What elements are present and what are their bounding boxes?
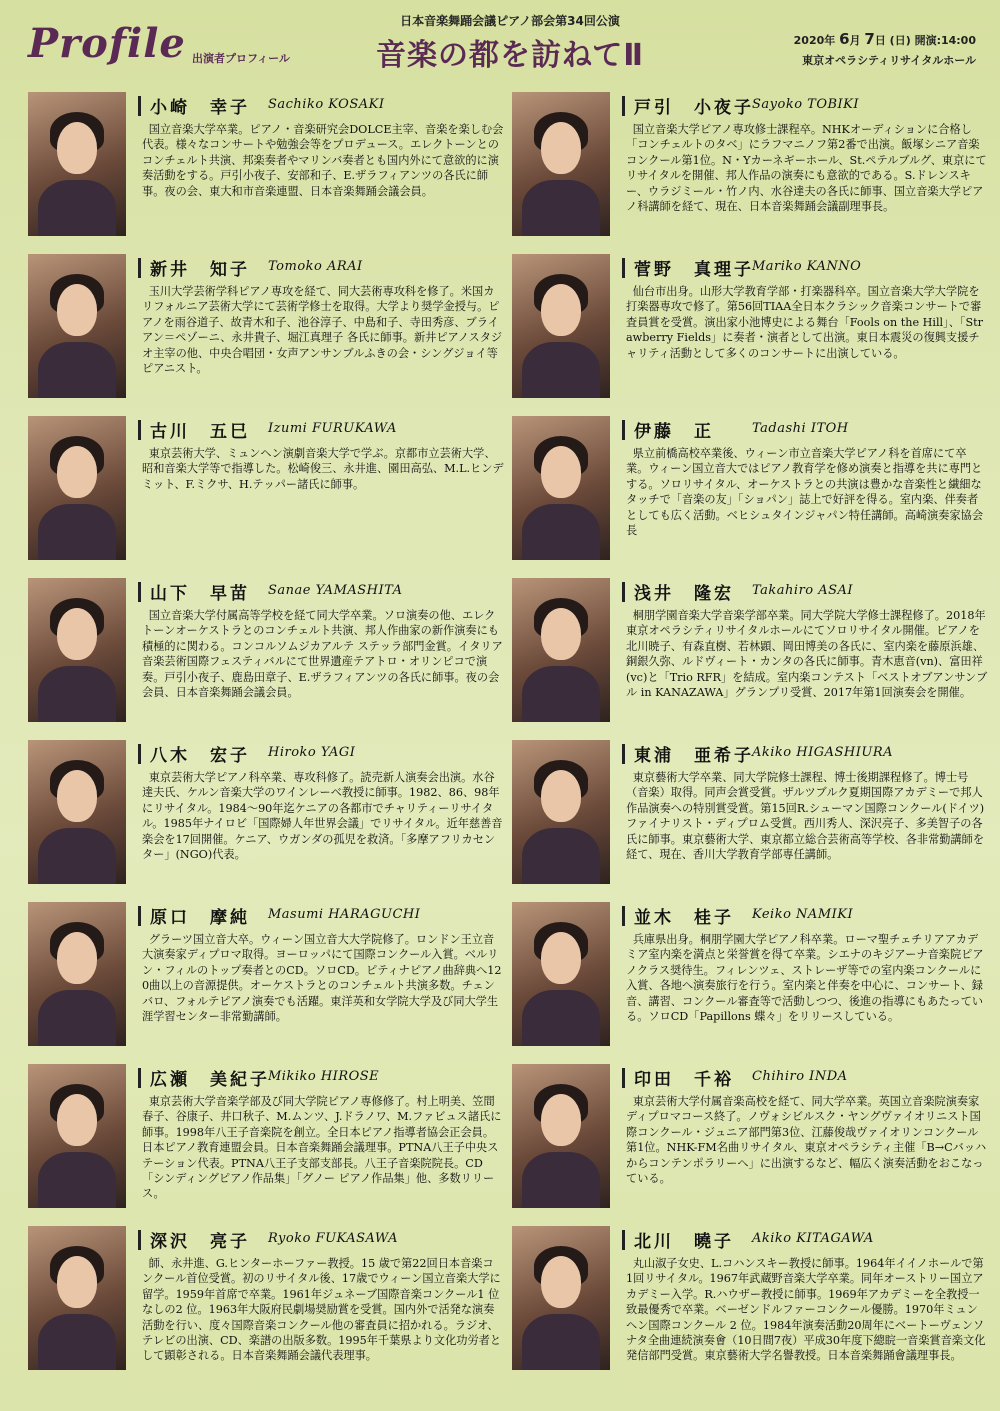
performer-roman-name: Takahiro ASAI (752, 583, 854, 598)
performer-roman-name: Ryoko FUKASAWA (268, 1231, 398, 1246)
profile-card (28, 900, 508, 1062)
performer-roman-name: Sayoko TOBIKI (752, 97, 860, 112)
name-divider (138, 258, 141, 278)
profile-card (28, 1062, 508, 1224)
concert-date: 2020年 6月 7日 (日) 開演:14:00 (793, 30, 976, 48)
portrait-photo (28, 254, 126, 398)
performer-roman-name: Izumi FURUKAWA (268, 421, 397, 436)
concert-title: 音楽の都を訪ねてⅡ (375, 38, 644, 73)
profile-card (28, 90, 508, 252)
right-column (512, 90, 992, 1386)
profile-card (28, 1224, 508, 1386)
performer-roman-name: Hiroko YAGI (268, 745, 356, 760)
date-day: 7 (864, 30, 875, 48)
portrait-photo (28, 902, 126, 1046)
performer-name: 深沢 亮子 (150, 1232, 250, 1252)
profile-card (28, 576, 508, 738)
name-divider (138, 906, 141, 926)
performer-name: 新井 知子 (150, 260, 250, 280)
performer-roman-name: Mariko KANNO (752, 259, 862, 274)
left-column (28, 90, 508, 1386)
performer-bio: 仙台市出身。山形大学教育学部・打楽器科卒。国立音楽大学大学院を打楽器専攻で修了。第56回TIAA全日本クラシック音楽コンサートで審査員賞を受賞。演出家小池博史による舞台「Fools on the Hill」、「Strawberry Fields」に奏者・演者として出演。東日本震災の復興支援チャリティ活動として多くのコンサートに出演している。 (626, 285, 983, 360)
name-divider (622, 582, 625, 602)
profile-card (512, 252, 992, 414)
name-divider (138, 582, 141, 602)
profile-card (28, 252, 508, 414)
performer-name: 山下 早苗 (150, 584, 250, 604)
portrait-photo (28, 1064, 126, 1208)
profile-card (512, 576, 992, 738)
name-divider (622, 1230, 625, 1250)
profile-card (512, 414, 992, 576)
performer-bio: 東京藝術大学卒業、同大学院修士課程、博士後期課程修了。博士号（音楽）取得。同声会賞受賞。ザルツブルク夏期国際アカデミーで邦人作品演奏への特別賞受賞。第15回R.シューマン国際コンクール(ドイツ)ファイナリスト・ディプロム受賞。西川秀人、深沢亮子、多美智子の各氏に師事。東京藝術大学、東京都立総合芸術高等学校、各非常勤講師を経て、現在、香川大学教育学部専任講師。 (626, 771, 985, 862)
performer-name: 東浦 亜希子 (634, 746, 754, 766)
name-divider (622, 96, 625, 116)
concert-series-label: 日本音楽舞踊会議ピアノ部会第34回公演 (400, 14, 620, 28)
portrait-photo (512, 254, 610, 398)
performer-name: 並木 桂子 (634, 908, 734, 928)
profile-card (512, 738, 992, 900)
performer-bio: 東京芸術大学ピアノ科卒業、専攻科修了。読売新人演奏会出演。水谷達夫氏、ケルン音楽大学のワインレーベ教授に師事。1982、86、98年にリサイタル。1984〜90年迄ケニアの各都市でチャリティーリサイタル。1985年ナイロビ「国際婦人年世界会議」でリサイタル。近年慈善音楽会を17回開催。ケニア、ウガンダの孤児を救済。「多摩アフリカセンター」(NGO)代表。 (142, 771, 503, 862)
performer-roman-name: Akiko KITAGAWA (752, 1231, 874, 1246)
name-divider (622, 258, 625, 278)
portrait-photo (512, 1064, 610, 1208)
header (0, 0, 1000, 82)
performer-bio: 国立音楽大学卒業。ピアノ・音楽研究会DOLCE主宰、音楽を楽しむ会代表。様々なコンサートや勉強会等をプロデュース。エレクトーンとのコンチェルト共演、邦楽奏者やマリンバ奏者とも国内外にて意欲的に演奏活動をする。戸引小夜子、安部和子、E.ザラフィアンツの各氏に師事。夜の会、東大和市音楽連盟、日本音楽舞踊会議会員。 (142, 123, 504, 198)
performer-name: 印田 千裕 (634, 1070, 734, 1090)
profile-subtitle: 出演者プロフィール (192, 52, 290, 65)
performer-bio: 国立音楽大学ピアノ専攻修士課程卒。NHKオーディションに合格し「コンチェルトのタベ」にラフマニノフ第2番で出演。飯塚シニア音楽コンクール第1位。N・Yカーネギーホール、St.ペテルブルグ、東京にてリサイタルを開催、邦人作品の演奏にも意欲的である。S.ドレンスキー、ウラジミール・竹ノ内、水谷達夫の各氏に師事、国立音楽大学ピアノ科講師を経て、現在、日本音楽舞踊会議副理事長。 (626, 123, 987, 214)
performer-name: 古川 五巳 (150, 422, 250, 442)
performer-roman-name: Mikiko HIROSE (268, 1069, 380, 1084)
name-divider (622, 744, 625, 764)
performer-name: 菅野 真理子 (634, 260, 754, 280)
performer-roman-name: Keiko NAMIKI (752, 907, 854, 922)
performer-roman-name: Sanae YAMASHITA (268, 583, 403, 598)
performer-name: 広瀬 美紀子 (150, 1070, 270, 1090)
date-month: 6 (839, 30, 850, 48)
performer-bio: グラーツ国立音大卒。ウィーン国立音大大学院修了。ロンドン王立音大演奏家ディプロマ取得。ヨーロッパにて国際コンクール入賞。ベルリン・フィルのトップ奏者とのCD。ソロCD。ピティナピアノ曲辞典へ120曲以上の音源提供。オーケストラとのコンチェルト共演多数。チェンバロ、フォルテピアノ演奏でも活躍。東洋英和女学院大学及び同大学生涯学習センター非常勤講師。 (142, 933, 502, 1024)
portrait-photo (28, 740, 126, 884)
performer-name: 伊藤 正 (634, 422, 714, 442)
performer-name: 戸引 小夜子 (634, 98, 754, 118)
performer-bio: 丸山淑子女史、L.コハンスキー教授に師事。1964年イイノホールで第1回リサイタル。1967年武蔵野音楽大学卒業。同年オーストリー国立アカデミー入学。R.ハウザー教授に師事。1969年アカデミーを全教授一致最優秀で卒業。ベーゼンドルファーコンクール優勝。1970年ミュンヘン国際コンクール 2 位。1984年演奏活動20周年にベートーヴェンソナタ全曲連続演奏會（10日間7夜）平成30年度下總睆一音楽賞音楽文化発信部門受賞。東京藝術大学名譽教授。日本音楽舞踊會議理事長。 (626, 1257, 986, 1363)
portrait-photo (512, 740, 610, 884)
portrait-photo (512, 902, 610, 1046)
performer-bio: 東京芸術大学、ミュンヘン演劇音楽大学で学ぶ。京都市立芸術大学、昭和音楽大学等で指導した。松崎俊三、永井進、園田高弘、M.L.ヒンデミット、F.ミクサ、H.テッパー諸氏に師事。 (142, 447, 504, 491)
performer-bio: 県立前橋高校卒業後、ウィーン市立音楽大学ピアノ科を首席にて卒業。ウィーン国立音大ではピアノ教育学を修め演奏と指導を共に専門とする。ソロリサイタル、オーケストラとの共演は豊かな音楽性と繊細なタッチで「音楽の友」「ショパン」誌上で好評を得る。室内楽、伴奏者としても広く活動。ベヒシュタインジャパン特任講師。高崎演奏家協会長 (626, 447, 984, 538)
profile-card (28, 414, 508, 576)
performer-name: 北川 曉子 (634, 1232, 734, 1252)
portrait-photo (512, 578, 610, 722)
portrait-photo (512, 1226, 610, 1370)
performer-bio: 玉川大学芸術学科ピアノ専攻を経て、同大芸術専攻科を修了。米国カリフォルニア芸術大学にて芸術学修士を取得。大学より奨学金授与。ピアノを雨谷道子、故青木和子、池谷淳子、中島和子、寺田秀彦、ブライアン＝ペゾーニ、永井貴子、堀江真理子 各氏に師事。新井ピアノスタジオ主宰の他、中央合唱団・女声アンサンブルふきの会・シングジョイ等ピアニスト。 (142, 285, 503, 376)
portrait-photo (512, 92, 610, 236)
name-divider (622, 420, 625, 440)
venue: 東京オペラシティリサイタルホール (802, 54, 976, 67)
performer-bio: 東京芸術大学音楽学部及び同大学院ピアノ専修修了。村上明美、笠間春子、谷康子、井口秋子、M.ムンツ、J.ドラノワ、M.ファビュス諸氏に師事。1998年八王子音楽院を創立。全日本ピアノ指導者協会正会員。日本ピアノ教育連盟会員。日本音楽舞踊会議理事。PTNA八王子中央ステーション代表。PTNA八王子支部支部長。八王子音楽院院長。CD「シンディングピアノ作品集」「グノー ピアノ作品集」他、多数リリース。 (142, 1095, 502, 1201)
performer-roman-name: Masumi HARAGUCHI (268, 907, 421, 922)
performer-roman-name: Akiko HIGASHIURA (752, 745, 894, 760)
performer-bio: 東京芸術大学付属音楽高校を経て、同大学卒業。英国立音楽院演奏家ディプロマコース終了。ノヴォシビルスク・ヤングヴァイオリニスト国際コンクール・ジュニア部門第3位、江藤俊哉ヴァイオリンコンクール第1位。NHK-FM名曲リサイタル、東京オペラシティ主催「B→Cバッハからコンテンポラリーへ」に出演するなど、幅広く演奏活動をおこなっている。 (626, 1095, 987, 1186)
performer-bio: 師、永井進、G.ヒンターホーファー教授。15 歳で第22回日本音楽コンクール首位受賞。初のリサイタル後、17歳でウィーン国立音楽大学に留学。1959年首席で卒業。1961年ジュネーブ国際音楽コンクール1 位なしの2 位。1963年大阪府民劇場奨励賞を受賞。国内外で活発な演奏活動を行い、度々国際音楽コンクール他の審査員に招かれる。ラジオ、テレビの出演、CD、楽譜の出版多数。1995年千葉県より文化功労者として顕彰される。日本音楽舞踊会議代表理事。 (142, 1257, 502, 1363)
date-year: 2020年 (793, 34, 836, 47)
performer-bio: 桐朋学園音楽大学音楽学部卒業。同大学院大学修士課程修了。2018年東京オペラシティリサイタルホールにてソロリサイタル開催。ピアノを北川暁子、有森直樹、若林顕、岡田博美の各氏に、室内楽を藤原浜雄、銅銀久弥、ルドヴィート・カンタの各氏に師事。青木恵音(vn)、富田祥(vc)と「Trio RFR」を結成。室内楽コンテスト「ベストオブアンサンブル in KANAZAWA」グランプリ受賞、2017年第1回演奏会を開催。 (626, 609, 988, 700)
name-divider (138, 1068, 141, 1088)
name-divider (138, 420, 141, 440)
name-divider (138, 744, 141, 764)
portrait-photo (512, 416, 610, 560)
portrait-photo (28, 92, 126, 236)
portrait-photo (28, 416, 126, 560)
date-dow: (日) (889, 34, 911, 47)
profile-card (512, 900, 992, 1062)
name-divider (622, 906, 625, 926)
name-divider (138, 96, 141, 116)
performer-roman-name: Chihiro INDA (752, 1069, 848, 1084)
performer-roman-name: Tomoko ARAI (268, 259, 363, 274)
performer-bio: 兵庫県出身。桐朋学園大学ピアノ科卒業。ローマ聖チェチリアアカデミア室内楽を満点と栄誉賞を得て卒業。シエナのキジアーナ音楽院ピアノクラス奨待生。フィレンツェ、ストレーザ等での室内楽コンクールに入賞、各地へ演奏旅行を行う。室内楽と伴奏を中心に、コンサート、録音、講習、コンクール審査等で活動しつつ、後進の指導にもあたっている。ソロCD「Papillons 蝶々」をリリースしている。 (626, 933, 984, 1024)
performer-name: 小崎 幸子 (150, 98, 250, 118)
performer-name: 八木 宏子 (150, 746, 250, 766)
name-divider (138, 1230, 141, 1250)
profile-card (512, 90, 992, 252)
performer-roman-name: Sachiko KOSAKI (268, 97, 385, 112)
profile-card (512, 1062, 992, 1224)
performer-name: 原口 摩純 (150, 908, 250, 928)
profile-card (512, 1224, 992, 1386)
portrait-photo (28, 578, 126, 722)
performer-roman-name: Tadashi ITOH (752, 421, 849, 436)
profile-logo: Profile (28, 20, 186, 67)
open-time: 開演:14:00 (914, 34, 976, 47)
name-divider (622, 1068, 625, 1088)
portrait-photo (28, 1226, 126, 1370)
profile-card (28, 738, 508, 900)
performer-bio: 国立音楽大学付属高等学校を経て同大学卒業。ソロ演奏の他、エレクトーンオーケストラとのコンチェルト共演、邦人作曲家の新作演奏にも積極的に関わる。コンコルソムジカアルテ ステッラ部門金賞。イタリア音楽芸術国際フェスティバルにて世界遺産テアトロ・オリンピコで演奏。戸引小夜子、鹿島田章子、E.ザラフィアンツの各氏に師事。夜の会会員、日本音楽舞踊会議会員。 (142, 609, 503, 700)
performer-name: 浅井 隆宏 (634, 584, 734, 604)
